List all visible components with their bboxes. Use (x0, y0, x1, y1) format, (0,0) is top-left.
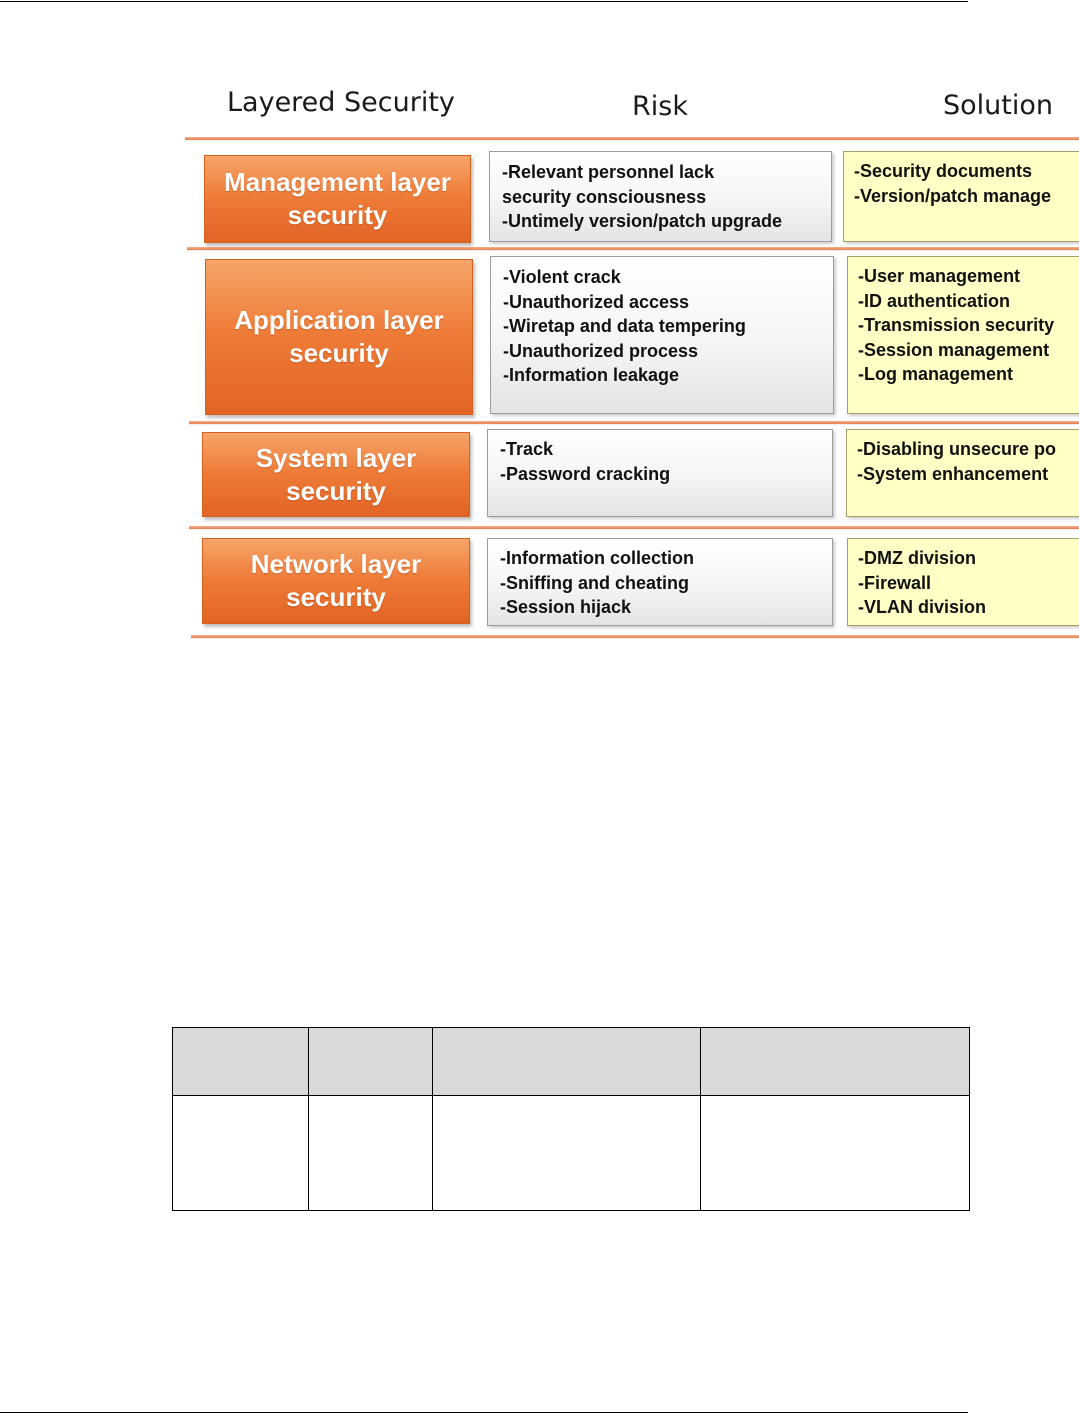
risk-item: -Unauthorized access (503, 291, 690, 312)
table-header-cell (433, 1028, 701, 1096)
layer-label-line: System layer (255, 442, 417, 473)
risk-item: -Information collection (500, 548, 695, 568)
solution-item: -Transmission security (858, 315, 1055, 335)
risk-item: -Untimely version/patch upgrade (502, 211, 783, 231)
risk-item: -Relevant personnel lack (502, 162, 715, 182)
empty-table (172, 1027, 970, 1211)
solution-item: -Disabling unsecure po (857, 439, 1057, 459)
layer-label (251, 548, 422, 614)
application-risk-box (490, 256, 834, 414)
management-layer-box (204, 155, 471, 243)
risk-item: security consciousness (502, 186, 707, 207)
layer-label-line: Network layer (250, 549, 422, 579)
risk-item: -Session hijack (500, 597, 632, 617)
layer-label-line: Application layer (234, 305, 444, 335)
header-solution: Solution (943, 90, 1053, 121)
application-layer-box (205, 259, 473, 415)
table-row (173, 1096, 970, 1211)
application-solution-box (847, 256, 1079, 414)
risk-item: -Track (500, 439, 554, 459)
solution-item: -VLAN division (858, 597, 987, 617)
management-solution-box (843, 151, 1079, 242)
risk-item: -Information leakage (503, 365, 680, 385)
table-header-cell (701, 1028, 970, 1096)
risk-item: -Password cracking (500, 463, 671, 484)
table-cell (701, 1096, 970, 1211)
solution-item: -Version/patch manage (854, 185, 1052, 206)
layer-label-line: security (286, 475, 386, 506)
solution-item: -Firewall (858, 572, 932, 593)
divider-line (187, 247, 1079, 250)
system-solution-box (846, 429, 1079, 517)
solution-item: -Log management (858, 364, 1014, 384)
table-header-cell (309, 1028, 433, 1096)
divider-line (189, 421, 1079, 424)
layer-label (224, 166, 451, 232)
network-solution-box (847, 538, 1079, 626)
divider-line (189, 526, 1079, 529)
divider-line (185, 137, 1079, 140)
layer-label-line: security (289, 338, 389, 368)
solution-item: -Security documents (854, 161, 1033, 181)
table-header-cell (173, 1028, 309, 1096)
page-bottom-rule (0, 1412, 968, 1413)
network-risk-box (487, 538, 833, 626)
risk-item: -Unauthorized process (503, 340, 699, 361)
layered-security-diagram (0, 0, 1079, 660)
solution-item: -Session management (858, 339, 1050, 360)
layer-label (256, 442, 416, 508)
layer-label-line: Management layer (224, 167, 451, 197)
solution-item: -User management (858, 266, 1021, 286)
system-risk-box (487, 429, 833, 517)
table-cell (309, 1096, 433, 1211)
solution-item: -DMZ division (858, 548, 976, 568)
management-risk-box (489, 151, 832, 242)
system-layer-box (202, 432, 470, 517)
solution-item: -ID authentication (858, 290, 1010, 311)
header-risk: Risk (632, 91, 688, 122)
header-layered-security: Layered Security (227, 87, 455, 118)
solution-item: -System enhancement (857, 463, 1049, 484)
network-layer-box (202, 538, 470, 624)
risk-item: -Wiretap and data tempering (503, 316, 746, 336)
divider-line (191, 635, 1079, 638)
risk-item: -Violent crack (503, 267, 621, 287)
table-cell (173, 1096, 309, 1211)
layer-label-line: security (287, 200, 388, 230)
layer-label (234, 304, 444, 370)
layer-label-line: security (286, 582, 386, 612)
table-header-row (173, 1028, 970, 1096)
risk-item: -Sniffing and cheating (500, 572, 689, 593)
table-cell (433, 1096, 701, 1211)
